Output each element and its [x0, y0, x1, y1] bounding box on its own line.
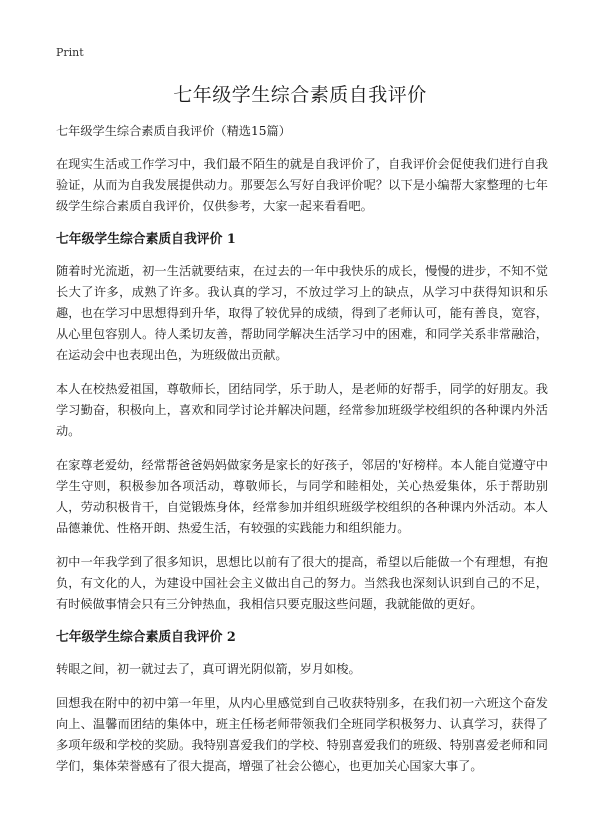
section1-paragraph: 本人在校热爱祖国，尊敬师长，团结同学，乐于助人，是老师的好帮手，同学的好朋友。我学习勤奋，积极向上，喜欢和同学讨论并解决问题，经常参加班级学校组织的各种课内外活动。: [56, 382, 548, 438]
page-title: 七年级学生综合素质自我评价: [173, 84, 427, 106]
section1-paragraph: 在家尊老爱幼，经常帮爸爸妈妈做家务是家长的好孩子，邻居的'好榜样。本人能自觉遵守中学生守则，积极参加各项活动，尊敬师长，与同学和睦相处，关心热爱集体，乐于帮助别人，劳动积极肯干，自觉锻炼身体，经常参加并组织班级学校组织的各种课内外活动。本人品德兼优、性格开朗、热爱生活，有较强的实践能力和组织能力。: [56, 458, 548, 535]
section2-paragraph: 转眼之间，初一就过去了，真可谓光阴似箭，岁月如梭。: [56, 662, 361, 676]
section-heading-2: 七年级学生综合素质自我评价 2: [56, 630, 236, 645]
section1-paragraph: 初中一年我学到了很多知识，思想比以前有了很大的提高，希望以后能做一个有理想，有抱负，有文化的人，为建设中国社会主义做出自己的努力。当然我也深刻认识到自己的不足，有时候做事情会只有三分钟热血，我相信只要克服这些问题，我就能做的更好。: [56, 555, 548, 611]
article-body: [56, 121, 548, 790]
section1-paragraph: 随着时光流逝，初一生活就要结束，在过去的一年中我快乐的成长，慢慢的进步，不知不觉长大了许多，成熟了许多。我认真的学习，不放过学习上的缺点，从学习中获得知识和乐趣，也在学习中思想得到升华，取得了较优异的成绩，得到了老师认可，能有善良，宽容，从心里包容别人。待人柔切友善，帮助同学解决生活学习中的困难，和同学关系非常融洽，在运动会中也表现出色，为班级做出贡献。: [56, 264, 548, 362]
article-subtitle: 七年级学生综合素质自我评价（精选15篇）: [56, 124, 291, 138]
section2-paragraph: 回想我在附中的初中第一年里，从内心里感觉到自己收获特别多，在我们初一六班这个奋发向上、温馨而团结的集体中，班主任杨老师带领我们全班同学积极努力、认真学习，获得了多项年级和学校的奖励。我特别喜爱我们的学校、特别喜爱我们的班级、特别喜爱老师和同学们，集体荣誉感有了很大提高，增强了社会公德心，也更加关心国家大事了。: [56, 696, 548, 773]
section-heading-1: 七年级学生综合素质自我评价 1: [56, 232, 236, 247]
print-link[interactable]: Print: [56, 46, 84, 59]
intro-paragraph: 在现实生活或工作学习中，我们最不陌生的就是自我评价了，自我评价会促使我们进行自我验证，从而为自我发展提供动力。那要怎么写好自我评价呢？以下是小编帮大家整理的七年级学生综合素质自我评价，仅供参考，大家一起来看看吧。: [56, 157, 548, 213]
